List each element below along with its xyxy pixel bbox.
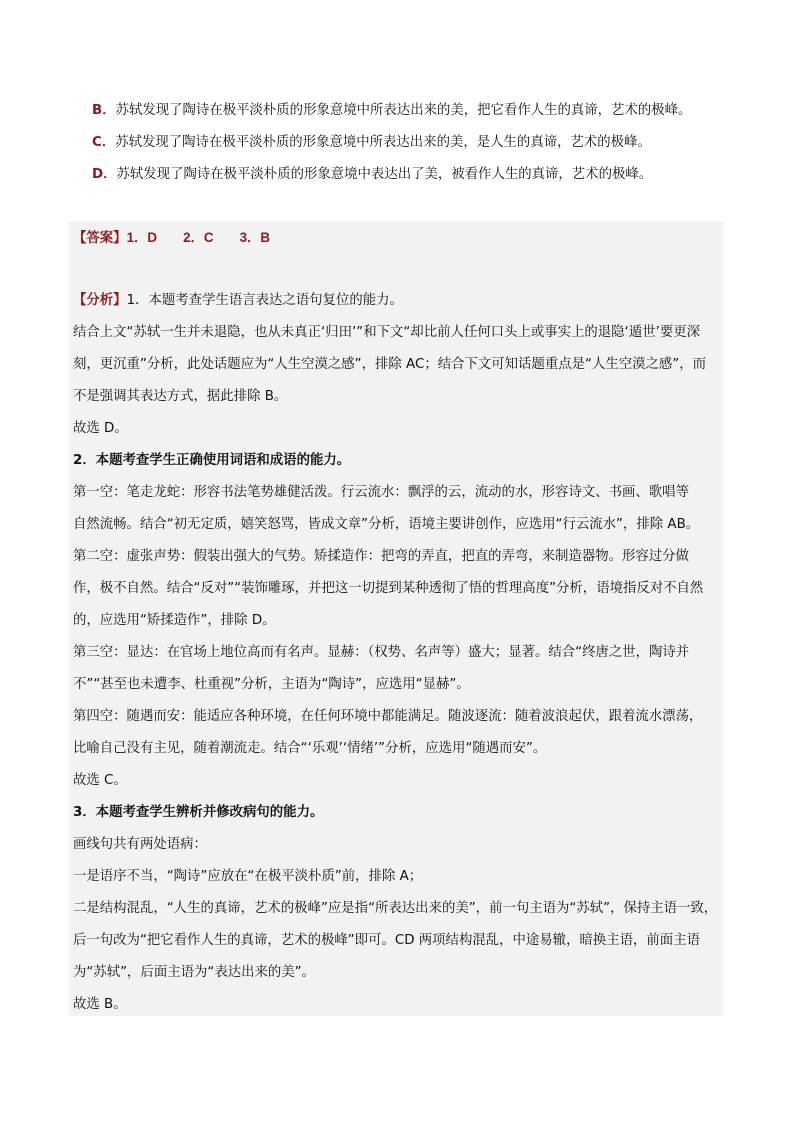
analysis-q1-title — [73, 291, 403, 311]
analysis-conclusion: 故选 C。 — [73, 773, 127, 788]
analysis-line: 第一空：笔走龙蛇：形容书法笔势雄健活泼。行云流水：飘浮的云，流动的水，形容诗文、书画、歌唱等 — [73, 485, 689, 500]
analysis-line: 第四空：随遇而安：能适应各种环境，在任何环境中都能满足。随波逐流：随着波浪起伏，跟着流水漂荡， — [73, 709, 703, 724]
analysis-line: 结合上文“苏轼一生并未退隐，也从未真正‘归田’”和下文“却比前人任何口头上或事实上的退隐‘遁世’要更深 — [73, 325, 701, 340]
analysis-line: 的，应选用“矫揉造作”，排除 D。 — [73, 613, 276, 628]
option-text: 苏轼发现了陶诗在极平淡朴质的形象意境中所表达出来的美，是人生的真谛，艺术的极峰。 — [115, 135, 651, 150]
option-text: 苏轼发现了陶诗在极平淡朴质的形象意境中所表达出来的美，把它看作人生的真谛，艺术的极峰。 — [115, 103, 692, 118]
option-letter: C． — [92, 135, 116, 150]
analysis-conclusion: 故选 D。 — [73, 421, 128, 436]
analysis-line: 后一句改为“把它看作人生的真谛，艺术的极峰”即可。CD 两项结构混乱，中途易辙，暗换主语，前面主语 — [73, 933, 700, 948]
answer-line — [73, 228, 270, 249]
analysis-q3-title: 3．本题考查学生辨析并修改病句的能力。 — [73, 805, 324, 820]
analysis-q1-heading: 1．本题考查学生语言表达之语句复位的能力。 — [126, 293, 403, 308]
analysis-tag: 【分析】 — [73, 293, 127, 308]
analysis-line: 为“苏轼”，后面主语为“表达出来的美”。 — [73, 965, 315, 980]
answer-tag: 【答案】 — [73, 231, 127, 246]
analysis-line: 比喻自己没有主见，随着潮流走。结合“‘乐观’‘情绪’”分析，应选用“随遇而安”。 — [73, 741, 547, 756]
analysis-line: 二是结构混乱，“人生的真谛，艺术的极峰”应是指“所表达出来的美”，前一句主语为“苏轼”，保持主语一致， — [73, 901, 718, 916]
analysis-line: 不是强调其表达方式，据此排除 B。 — [73, 389, 288, 404]
analysis-line: 刻，更沉重”分析，此处话题应为“人生空漠之感”，排除 AC；结合下文可知话题重点是“人生空漠之感”，而 — [73, 357, 707, 372]
option-letter: D． — [92, 167, 117, 182]
analysis-line: 一是语序不当，“陶诗”应放在“在极平淡朴质”前，排除 A； — [73, 869, 423, 884]
option-text: 苏轼发现了陶诗在极平淡朴质的形象意境中表达出了美，被看作人生的真谛，艺术的极峰。 — [116, 167, 653, 182]
analysis-line: 自然流畅。结合“初无定质，嬉笑怒骂，皆成文章”分析，语境主要讲创作，应选用“行云流水”，排除 AB。 — [73, 517, 700, 532]
option-d — [92, 165, 652, 185]
answer-item: 1．D — [126, 230, 158, 245]
analysis-line: 不”“甚至也未遭李、杜重视”分析，主语为“陶诗”，应选用“显赫”。 — [73, 677, 470, 692]
answer-item: 2．C — [183, 230, 214, 245]
option-letter: B． — [92, 103, 116, 118]
option-c — [92, 133, 651, 153]
analysis-line: 第三空：显达：在官场上地位高而有名声。显赫：（权势、名声等）盛大；显著。结合“终唐之世，陶诗并 — [73, 645, 690, 660]
analysis-conclusion: 故选 B。 — [73, 997, 127, 1012]
analysis-q2-title: 2．本题考查学生正确使用词语和成语的能力。 — [73, 453, 351, 468]
analysis-line: 第二空：虚张声势：假装出强大的气势。矫揉造作：把弯的弄直，把直的弄弯，来制造器物。形容过分做 — [73, 549, 689, 564]
analysis-line: 画线句共有两处语病： — [73, 837, 207, 852]
option-b — [92, 101, 691, 121]
analysis-line: 作，极不自然。结合“反对”“装饰雕琢，并把这一切提到某种透彻了悟的哲理高度”分析，语境指反对不自然 — [73, 581, 704, 596]
answer-item: 3．B — [239, 230, 271, 245]
